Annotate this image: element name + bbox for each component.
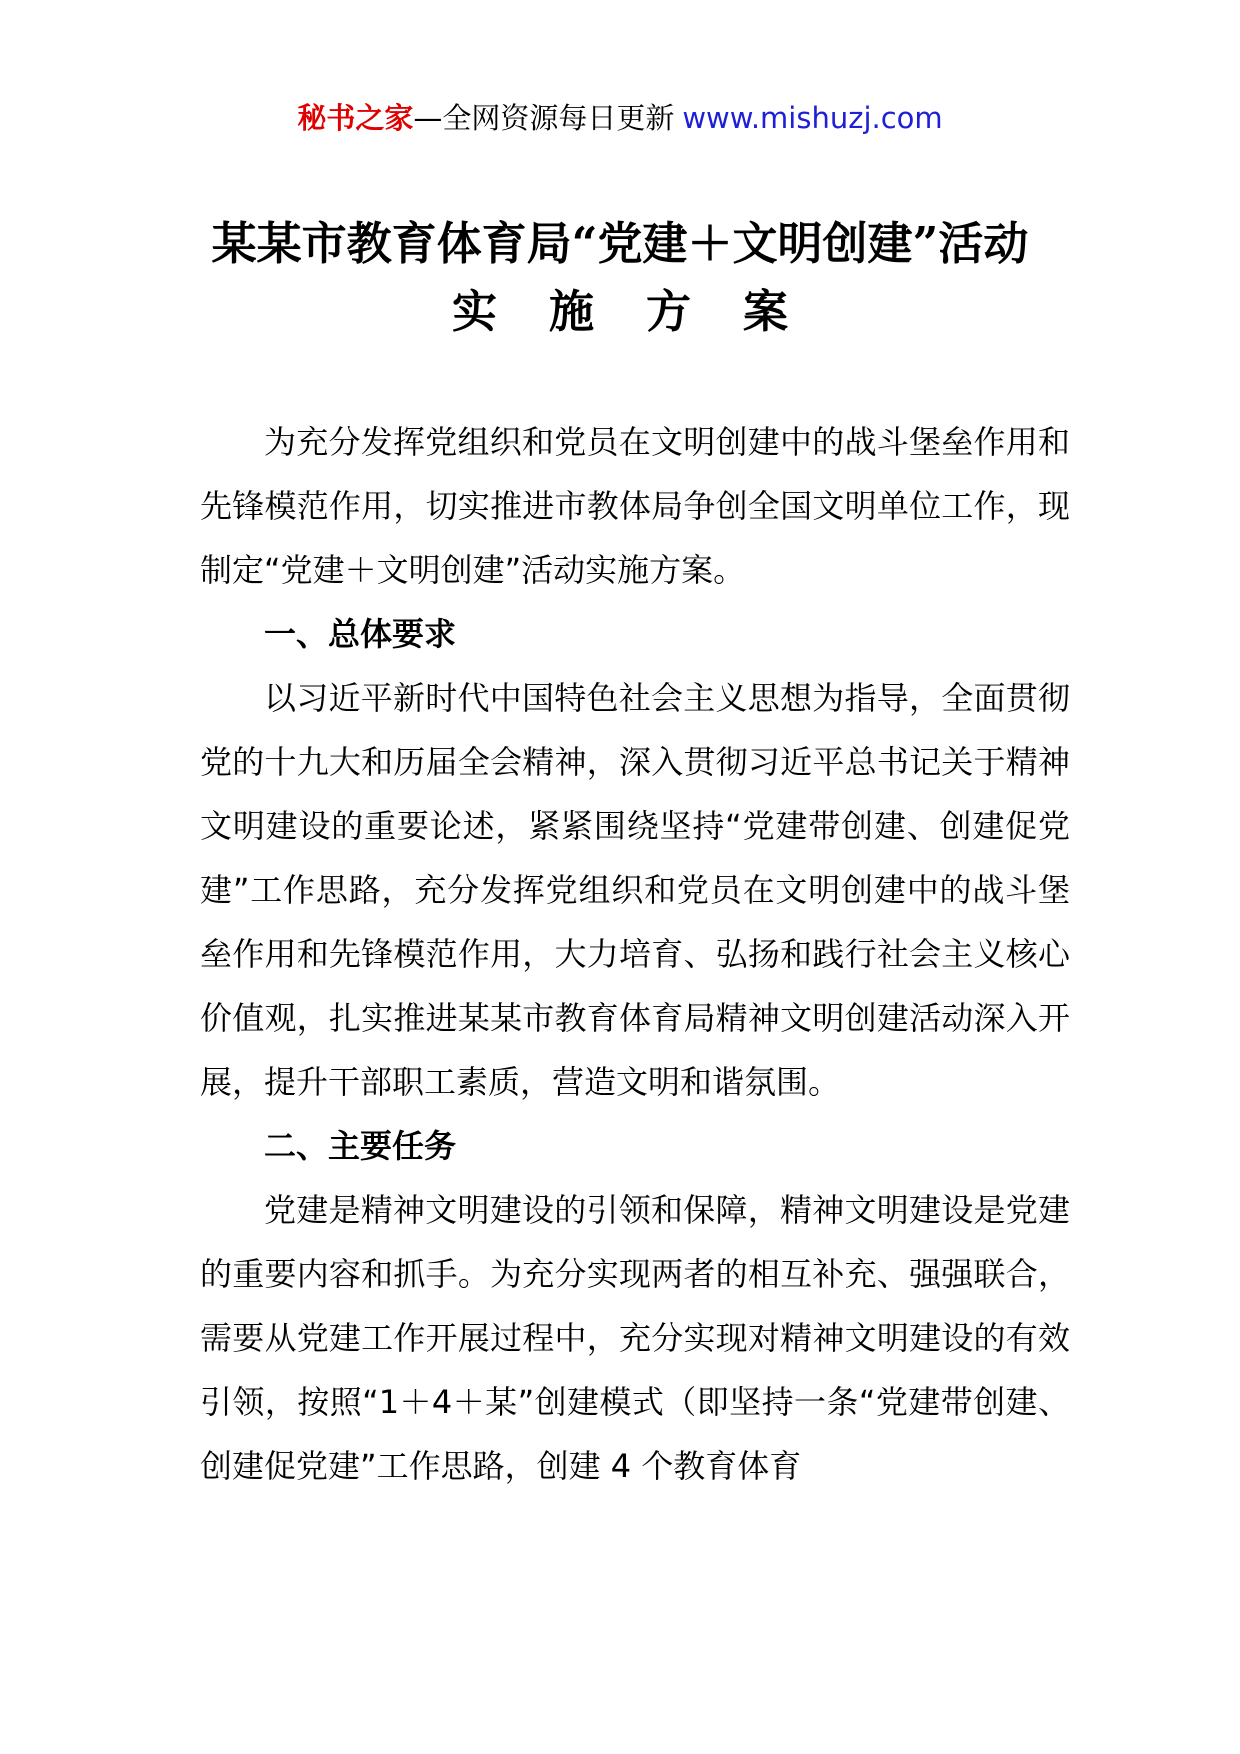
tasks-paragraph-block xyxy=(200,1178,1070,1498)
site-header xyxy=(0,98,1240,138)
intro-paragraph-block xyxy=(200,410,1070,602)
tasks-paragraph: 党建是精神文明建设的引领和保障，精神文明建设是党建的重要内容和抓手。为充分实现两者的相互补充、强强联合，需要从党建工作开展过程中，充分实现对精神文明建设的有效引领，按照“1＋4＋某”创建模式（即坚持一条“党建带创建、创建促党建”工作思路，创建 4 个教育体育 xyxy=(200,1191,1070,1485)
document-title: 某某市教育体育局“党建＋文明创建”活动 xyxy=(211,217,1029,270)
document-subtitle: 实施方案 xyxy=(451,285,840,338)
site-brand: 秘书之家 xyxy=(297,101,414,135)
section-heading-main-tasks: 二、主要任务 xyxy=(264,1127,457,1165)
intro-paragraph: 为充分发挥党组织和党员在文明创建中的战斗堡垒作用和先锋模范作用，切实推进市教体局争创全国文明单位工作，现制定“党建＋文明创建”活动实施方案。 xyxy=(200,423,1070,589)
section-heading-block-1 xyxy=(200,602,1070,666)
section-heading-general-requirements: 一、总体要求 xyxy=(264,615,457,653)
site-url-link[interactable]: www.mishuzj.com xyxy=(682,101,943,135)
requirements-paragraph: 以习近平新时代中国特色社会主义思想为指导，全面贯彻党的十九大和历届全会精神，深入贯彻习近平总书记关于精神文明建设的重要论述，紧紧围绕坚持“党建带创建、创建促党建”工作思路，充分发挥党组织和党员在文明创建中的战斗堡垒作用和先锋模范作用，大力培育、弘扬和践行社会主义核心价值观，扎实推进某某市教育体育局精神文明创建活动深入开展，提升干部职工素质，营造文明和谐氛围。 xyxy=(200,679,1070,1101)
site-tagline: —全网资源每日更新 xyxy=(413,101,675,135)
requirements-paragraph-block xyxy=(200,666,1070,1114)
section-heading-block-2 xyxy=(200,1114,1070,1178)
